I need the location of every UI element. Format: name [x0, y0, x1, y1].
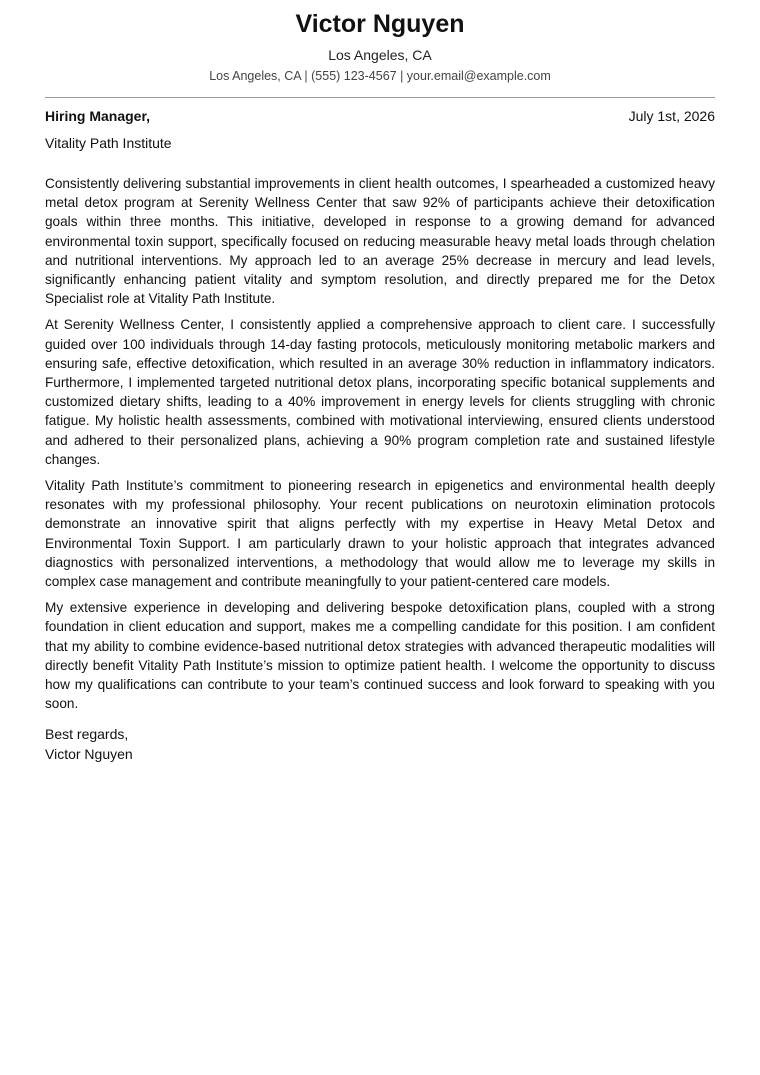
recipient-salutation: Hiring Manager,	[45, 108, 151, 124]
recipient-date-row	[45, 107, 715, 126]
signature-name: Victor Nguyen	[45, 745, 133, 762]
body-paragraph-2: At Serenity Wellness Center, I consistently applied a comprehensive approach to client care. I successfully guided over 100 individuals through 14-day fasting protocols, meticulously monitoring metabolic markers and ensuring safe, effective detoxification, which resulted in an average 30% reduction in inflammatory indicators. Furthermore, I implemented targeted nutritional detox plans, incorporating specific botanical supplements and customized dietary shifts, leading to a 40% improvement in energy levels for clients struggling with chronic fatigue. My holistic health assessments, combined with motivational interviewing, ensured clients understood and adhered to their personalized plans, achieving a 90% program completion rate and sustained lifestyle changes.	[45, 317, 715, 467]
body-paragraph-1: Consistently delivering substantial improvements in client health outcomes, I spearheaded a customized heavy metal detox program at Serenity Wellness Center that saw 92% of participants achieve their detoxification goals within three months. This initiative, developed in response to a growing demand for advanced environmental toxin support, specifically focused on reducing measurable heavy metal loads through chelation and nutritional interventions. My approach led to an average 25% decrease in mercury and lead levels, significantly enhancing patient vitality and symptom resolution, and directly prepared me for the Detox Specialist role at Vitality Path Institute.	[45, 176, 715, 307]
recipient-company: Vitality Path Institute	[45, 135, 172, 151]
sender-contact-line: Los Angeles, CA | (555) 123-4567 | your.email@example.com	[209, 69, 551, 83]
body-paragraph-4: My extensive experience in developing and delivering bespoke detoxification plans, coupled with a strong foundation in client education and support, makes me a compelling candidate for this position. I am confident that my ability to combine evidence-based nutritional detox strategies with advanced therapeutic modalities will directly benefit Vitality Path Institute’s mission to optimize patient health. I welcome the opportunity to discuss how my qualifications can contribute to your team’s continued success and look forward to speaking with you soon.	[45, 600, 715, 712]
body-paragraph-3: Vitality Path Institute’s commitment to pioneering research in epigenetics and environmental health deeply resonates with my professional philosophy. Your recent publications on neurotoxin elimination protocols demonstrate an innovative spirit that aligns perfectly with my expertise in Heavy Metal Detox and Environmental Toxin Support. I am particularly drawn to your holistic approach that integrates advanced diagnostics with personalized interventions, a methodology that would allow me to leverage my skills in complex case management and contribute meaningfully to your patient-centered care models.	[45, 478, 715, 590]
sender-name: Victor Nguyen	[295, 10, 465, 38]
letter-body	[45, 174, 715, 713]
closing-phrase: Best regards,	[45, 726, 129, 743]
header-divider	[45, 97, 715, 98]
letter-header	[45, 8, 715, 84]
sender-location: Los Angeles, CA	[328, 47, 432, 63]
letter-closing	[45, 725, 715, 764]
letter-date: July 1st, 2026	[628, 108, 715, 124]
